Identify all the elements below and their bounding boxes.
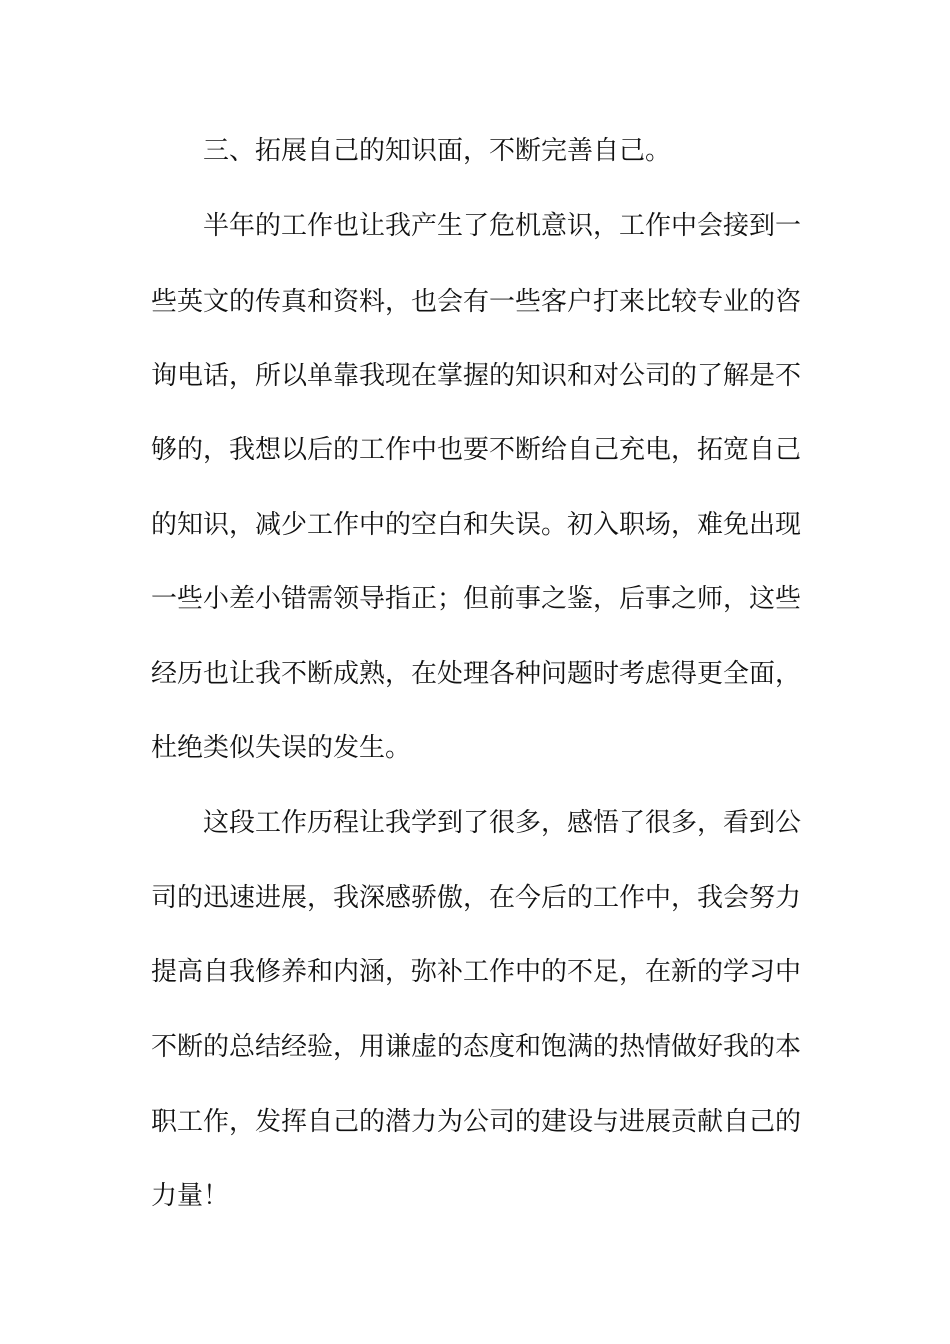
paragraph-2-line-5: 职工作，发挥自己的潜力为公司的建设与进展贡献自己的	[151, 1107, 802, 1137]
paragraph-1-line-5: 的知识，减少工作中的空白和失误。初入职场，难免出现	[151, 510, 802, 540]
paragraph-2-line-2: 司的迅速进展，我深感骄傲，在今后的工作中，我会努力	[151, 883, 802, 913]
paragraph-1-line-2: 些英文的传真和资料，也会有一些客户打来比较专业的咨	[151, 287, 802, 317]
paragraph-1-line-1: 半年的工作也让我产生了危机意识，工作中会接到一	[203, 211, 802, 241]
paragraph-1-line-3: 询电话，所以单靠我现在掌握的知识和对公司的了解是不	[151, 361, 802, 391]
paragraph-2-line-4: 不断的总结经验，用谦虚的态度和饱满的热情做好我的本	[151, 1032, 802, 1062]
paragraph-1-line-6: 一些小差小错需领导指正；但前事之鉴，后事之师，这些	[151, 584, 802, 614]
paragraph-2-line-3: 提高自我修养和内涵，弥补工作中的不足，在新的学习中	[151, 957, 802, 987]
paragraph-1-line-7: 经历也让我不断成熟，在处理各种问题时考虑得更全面，	[151, 659, 802, 689]
paragraph-1-line-8: 杜绝类似失误的发生。	[151, 733, 412, 763]
section-heading: 三、拓展自己的知识面，不断完善自己。	[203, 136, 672, 166]
paragraph-2-line-1: 这段工作历程让我学到了很多，感悟了很多，看到公	[203, 808, 802, 838]
paragraph-2-line-6: 力量！	[151, 1181, 230, 1211]
paragraph-1-line-4: 够的，我想以后的工作中也要不断给自己充电，拓宽自己	[151, 435, 802, 465]
